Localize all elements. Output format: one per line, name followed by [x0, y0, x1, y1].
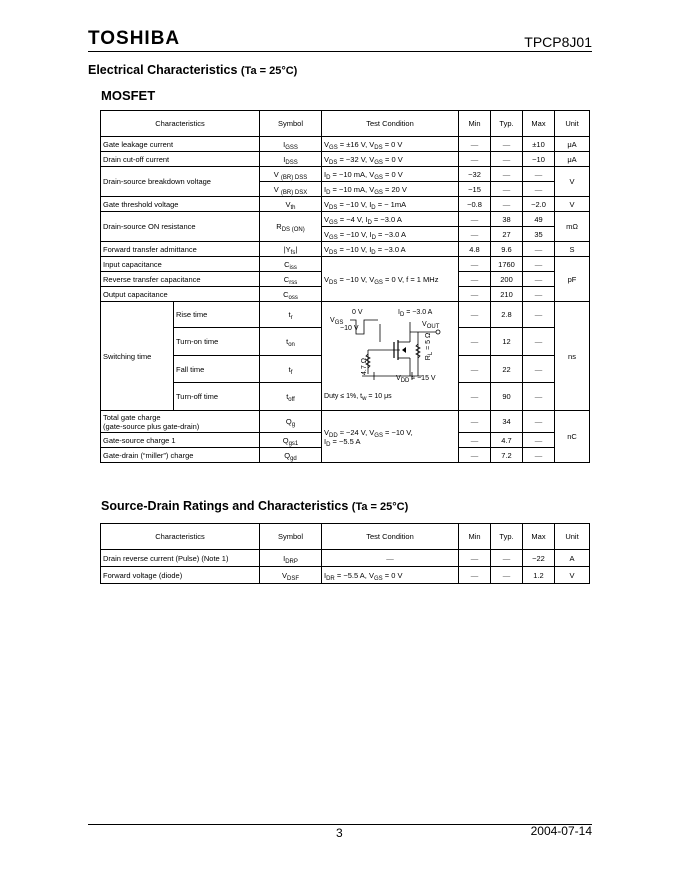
cell-condition: $V_{DS} = -10$ V, $I_D = -3.0$ A: [322, 242, 459, 257]
col-max: Max: [523, 524, 555, 550]
cell-typ: 38: [491, 212, 523, 227]
cell-symbol: $I_{DRP}$: [260, 550, 322, 567]
cell-max: 1.2: [523, 567, 555, 584]
footer-divider: [88, 824, 592, 825]
cell-min: −32: [459, 167, 491, 182]
table-row: [101, 550, 590, 567]
cell-typ: 27: [491, 227, 523, 242]
cell-symbol: $C_{iss}$: [260, 257, 322, 272]
cell-max: —: [523, 383, 555, 411]
table-row: [101, 257, 590, 272]
table-row: [101, 152, 590, 167]
cell-unit: V: [555, 197, 590, 212]
table-header-row: [101, 111, 590, 137]
cell-min: —: [459, 212, 491, 227]
section-title-text: Electrical Characteristics: [88, 63, 238, 77]
cell-symbol: [260, 152, 322, 167]
cell-max: ±10: [523, 137, 555, 152]
cell-unit: V: [555, 567, 590, 584]
cell-min: −0.8: [459, 197, 491, 212]
cell-max: −22: [523, 550, 555, 567]
cell-name: Reverse transfer capacitance: [101, 272, 260, 287]
cell-max: —: [523, 272, 555, 287]
qg-name-2: (gate-source plus gate-drain): [103, 421, 200, 431]
cell-condition: —: [322, 550, 459, 567]
cell-name: Drain-source ON resistance: [101, 212, 260, 242]
cell-min: —: [459, 328, 491, 356]
cell-unit: V: [555, 167, 590, 197]
cell-symbol: $t_r$: [260, 302, 322, 328]
cell-symbol: $|Y_{fs}|$: [260, 242, 322, 257]
cell-min: —: [459, 355, 491, 383]
symbol-sub: GSS: [285, 144, 298, 151]
col-max: Max: [523, 111, 555, 137]
header-divider: [88, 51, 592, 52]
table-header-row: [101, 524, 590, 550]
rl-label: $R_L = 5$ Ω: [425, 332, 435, 361]
cell-max: —: [523, 182, 555, 197]
section-title-electrical: [88, 63, 297, 77]
cell-unit: μA: [555, 152, 590, 167]
qcond-line-2: $I_D = -5.5$ A: [324, 436, 361, 448]
col-unit: Unit: [555, 111, 590, 137]
mosfet-arrow: [402, 347, 406, 353]
page-number: 3: [336, 826, 343, 840]
cell-condition: $V_{DS} = -10$ V, $I_D$ = − 1mA: [322, 197, 459, 212]
cell-name: Forward voltage (diode): [101, 567, 260, 584]
cell-unit: μA: [555, 137, 590, 152]
cell-name: Drain cut-off current: [101, 152, 260, 167]
cell-min: −15: [459, 182, 491, 197]
rg-label: 4.7 Ω: [360, 358, 368, 375]
cell-symbol: V $_{(BR) DSX}$: [260, 182, 322, 197]
cell-name: Switching time: [101, 302, 174, 411]
cell-subname: Fall time: [174, 355, 260, 383]
table-row: [101, 137, 590, 152]
cell-condition: $I_D = -10$ mA, $V_{GS} = 20$ V: [322, 182, 459, 197]
cell-max: —: [523, 448, 555, 463]
cell-min: —: [459, 448, 491, 463]
cell-min: —: [459, 383, 491, 411]
table-row: [101, 167, 590, 182]
part-number: TPCP8J01: [524, 34, 592, 50]
cell-symbol: V $_{(BR) DSS}$: [260, 167, 322, 182]
cell-min: —: [459, 550, 491, 567]
cell-max: 49: [523, 212, 555, 227]
vout-label: $V_{OUT}$: [422, 321, 440, 330]
cell-max: —: [523, 287, 555, 302]
table-row: [101, 302, 590, 328]
cell-min: —: [459, 257, 491, 272]
section-condition: (Ta = 25°C): [240, 65, 298, 77]
cell-name: Gate threshold voltage: [101, 197, 260, 212]
col-typ: Typ.: [491, 524, 523, 550]
col-min: Min: [459, 111, 491, 137]
cell-name: Input capacitance: [101, 257, 260, 272]
cell-name: Drain reverse current (Pulse) (Note 1): [101, 550, 260, 567]
company-logo: TOSHIBA: [88, 28, 181, 49]
cell-typ: —: [491, 152, 523, 167]
cell-typ: 22: [491, 355, 523, 383]
vdd-label: $V_{DD} \approx -15$ V: [396, 375, 436, 384]
cell-min: —: [459, 227, 491, 242]
cell-max: 35: [523, 227, 555, 242]
cell-typ: —: [491, 137, 523, 152]
switching-circuit-cell: [322, 302, 459, 411]
cell-min: —: [459, 287, 491, 302]
col-symbol: Symbol: [260, 524, 322, 550]
v10-label: −10 V: [340, 325, 359, 332]
cell-symbol: $Q_g$: [260, 411, 322, 433]
cell-max: —: [523, 242, 555, 257]
cell-typ: 90: [491, 383, 523, 411]
cell-min: 4.8: [459, 242, 491, 257]
cell-typ: 200: [491, 272, 523, 287]
cell-typ: 9.6: [491, 242, 523, 257]
cell-symbol: $t_{on}$: [260, 328, 322, 356]
cell-typ: —: [491, 167, 523, 182]
cell-typ: 2.8: [491, 302, 523, 328]
cell-name: Forward transfer admittance: [101, 242, 260, 257]
cell-symbol: $R_{DS (ON)}$: [260, 212, 322, 242]
cell-typ: —: [491, 550, 523, 567]
cell-symbol: $C_{oss}$: [260, 287, 322, 302]
section2-condition: (Ta = 25°C): [351, 501, 409, 513]
mosfet-table: [100, 110, 590, 463]
cell-name: Gate-drain (“miller”) charge: [101, 448, 260, 463]
cell-name: Drain-source breakdown voltage: [101, 167, 260, 197]
cell-typ: 34: [491, 411, 523, 433]
cell-unit: mΩ: [555, 212, 590, 242]
vgs-label: $V_{GS}$: [330, 317, 344, 326]
cell-name: Gate-source charge 1: [101, 433, 260, 448]
id-label: $I_D = -3.0$ A: [398, 309, 433, 318]
cell-condition: [322, 411, 459, 463]
col-symbol: Symbol: [260, 111, 322, 137]
cell-condition: $V_{GS} = \pm 16$ V, $V_{DS} = 0$ V: [322, 137, 459, 152]
cell-min: —: [459, 272, 491, 287]
col-unit: Unit: [555, 524, 590, 550]
cell-max: −10: [523, 152, 555, 167]
cell-typ: —: [491, 567, 523, 584]
cell-typ: —: [491, 197, 523, 212]
cell-symbol: $C_{rss}$: [260, 272, 322, 287]
table-row: [101, 212, 590, 227]
cell-max: —: [523, 302, 555, 328]
cell-symbol: $t_{off}$: [260, 383, 322, 411]
cell-max: −2.0: [523, 197, 555, 212]
cell-max: —: [523, 328, 555, 356]
cell-condition: $V_{GS} = -10$ V, $I_D = -3.0$ A: [322, 227, 459, 242]
cell-unit: nC: [555, 411, 590, 463]
cell-condition: $I_{DR} = -5.5$ A, $V_{GS} = 0$ V: [322, 567, 459, 584]
table-row: [101, 567, 590, 584]
col-typ: Typ.: [491, 111, 523, 137]
cell-min: —: [459, 302, 491, 328]
cell-condition: $I_D = -10$ mA, $V_{GS} = 0$ V: [322, 167, 459, 182]
cell-unit: A: [555, 550, 590, 567]
col-characteristics: Characteristics: [101, 524, 260, 550]
cell-typ: 210: [491, 287, 523, 302]
cell-symbol: $V_{DSF}$: [260, 567, 322, 584]
col-test-condition: Test Condition: [322, 524, 459, 550]
cell-typ: 1760: [491, 257, 523, 272]
switching-circuit: [322, 302, 459, 410]
cell-max: —: [523, 167, 555, 182]
cell-unit: ns: [555, 302, 590, 411]
v0-label: 0 V: [352, 309, 363, 316]
table-row: [101, 411, 590, 433]
cell-subname: Turn-off time: [174, 383, 260, 411]
cell-max: —: [523, 257, 555, 272]
cell-subname: Rise time: [174, 302, 260, 328]
cell-min: —: [459, 152, 491, 167]
subsection-mosfet: MOSFET: [101, 88, 156, 103]
duty-label: Duty ≤ 1%, $t_w = 10$ μs: [324, 393, 392, 402]
cell-subname: Turn-on time: [174, 328, 260, 356]
table-row: [101, 242, 590, 257]
cell-condition: $V_{DS} = -32$ V, $V_{GS} = 0$ V: [322, 152, 459, 167]
source-drain-table: [100, 523, 590, 584]
cell-typ: 4.7: [491, 433, 523, 448]
cell-min: —: [459, 137, 491, 152]
cell-symbol: $V_{th}$: [260, 197, 322, 212]
cell-max: —: [523, 411, 555, 433]
cell-symbol: [260, 137, 322, 152]
section-title-source-drain: [101, 499, 408, 513]
cell-typ: 7.2: [491, 448, 523, 463]
vout-terminal: [436, 330, 440, 334]
cell-typ: —: [491, 182, 523, 197]
qcond-line-1: $V_{DD} \approx -24$ V, $V_{GS} = -10$ V,: [324, 427, 413, 439]
col-min: Min: [459, 524, 491, 550]
cell-max: —: [523, 433, 555, 448]
cell-symbol: $t_f$: [260, 355, 322, 383]
cell-condition: $V_{GS} = -4$ V, $I_D = -3.0$ A: [322, 212, 459, 227]
cell-unit: S: [555, 242, 590, 257]
document-date: 2004-07-14: [530, 824, 592, 838]
cell-symbol: $Q_{gs1}$: [260, 433, 322, 448]
section2-title-text: Source-Drain Ratings and Characteristics: [101, 499, 349, 513]
cell-min: —: [459, 433, 491, 448]
cell-name: [101, 411, 260, 433]
cell-unit: pF: [555, 257, 590, 302]
cell-min: —: [459, 567, 491, 584]
cell-symbol: $Q_{gd}$: [260, 448, 322, 463]
symbol-text: I: [283, 139, 286, 149]
col-characteristics: Characteristics: [101, 111, 260, 137]
symbol-text: I: [283, 154, 286, 164]
cell-max: —: [523, 355, 555, 383]
cell-name: Gate leakage current: [101, 137, 260, 152]
cell-condition: $V_{DS} = -10$ V, $V_{GS} = 0$ V, f = 1 MHz: [322, 257, 459, 302]
cell-typ: 12: [491, 328, 523, 356]
table-row: [101, 197, 590, 212]
qg-name-1: Total gate charge: [103, 412, 161, 422]
cell-name: Output capacitance: [101, 287, 260, 302]
cell-min: —: [459, 411, 491, 433]
symbol-sub: DSS: [285, 159, 298, 166]
col-test-condition: Test Condition: [322, 111, 459, 137]
